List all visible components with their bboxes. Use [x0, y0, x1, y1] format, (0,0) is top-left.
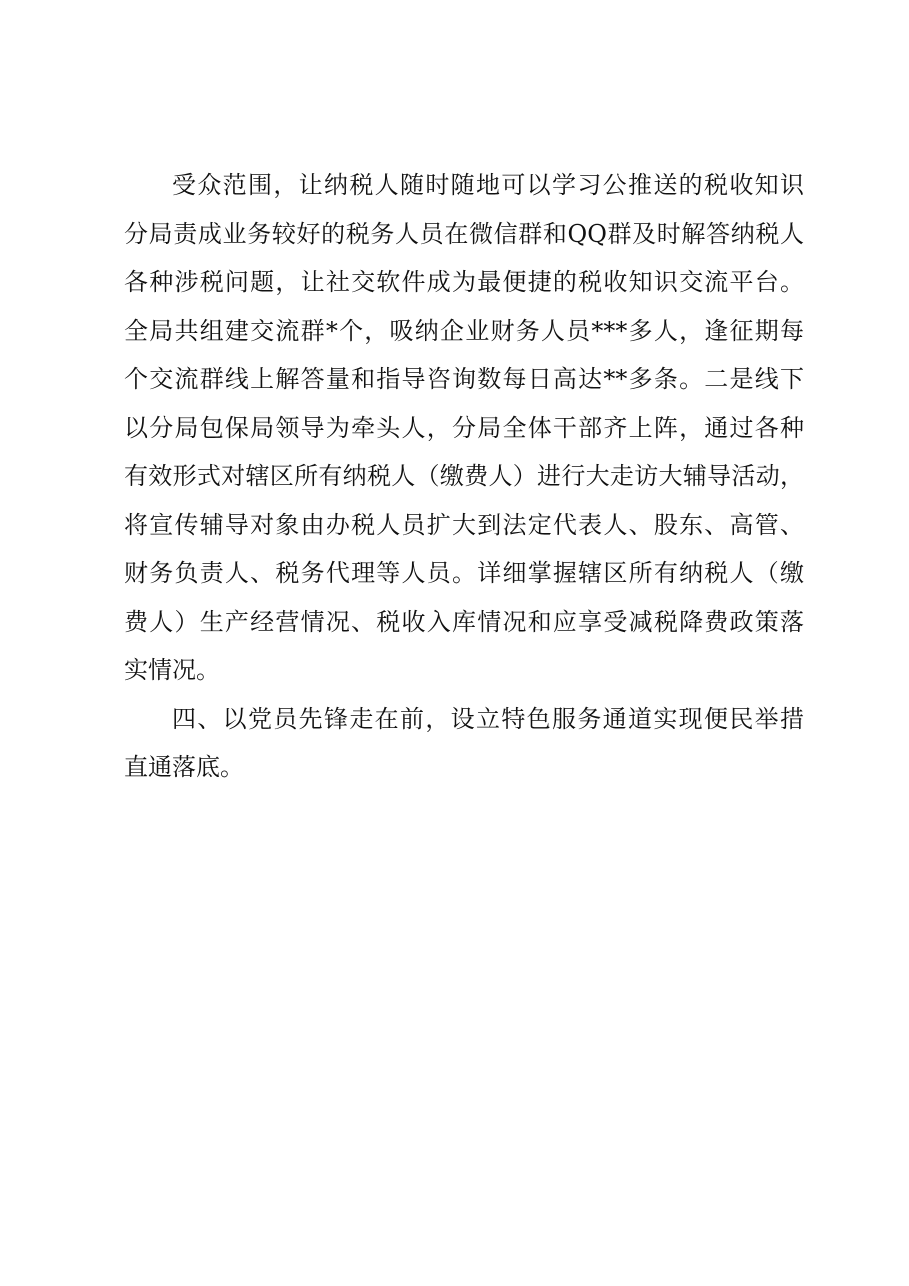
paragraph-line: 实情况。 [124, 656, 220, 684]
paragraph-line: 以分局包保局领导为牵头人，分局全体干部齐上阵，通过各种 [124, 414, 804, 442]
paragraph-line: 个交流群线上解答量和指导咨询数每日高达**多条。二是线下 [124, 365, 804, 393]
paragraph-line: 全局共组建交流群*个，吸纳企业财务人员***多人，逢征期每 [124, 317, 804, 345]
paragraph-line: 财务负责人、税务代理等人员。详细掌握辖区所有纳税人（缴 [124, 559, 804, 587]
paragraph-line: 费人）生产经营情况、税收入库情况和应享受减税降费政策落 [124, 608, 804, 636]
paragraph-line: 受众范围，让纳税人随时随地可以学习公推送的税收知识 [172, 171, 804, 199]
section-heading-line: 四、以党员先锋走在前，设立特色服务通道实现便民举措 [172, 705, 804, 733]
section-heading-line: 直通落底。 [124, 753, 244, 781]
paragraph-line: 有效形式对辖区所有纳税人（缴费人）进行大走访大辅导活动， [124, 462, 804, 490]
paragraph-line: 分局责成业务较好的税务人员在微信群和QQ群及时解答纳税人 [124, 220, 804, 248]
paragraph-line: 各种涉税问题，让社交软件成为最便捷的税收知识交流平台。 [124, 268, 804, 296]
paragraph-line: 将宣传辅导对象由办税人员扩大到法定代表人、股东、高管、 [124, 511, 804, 539]
